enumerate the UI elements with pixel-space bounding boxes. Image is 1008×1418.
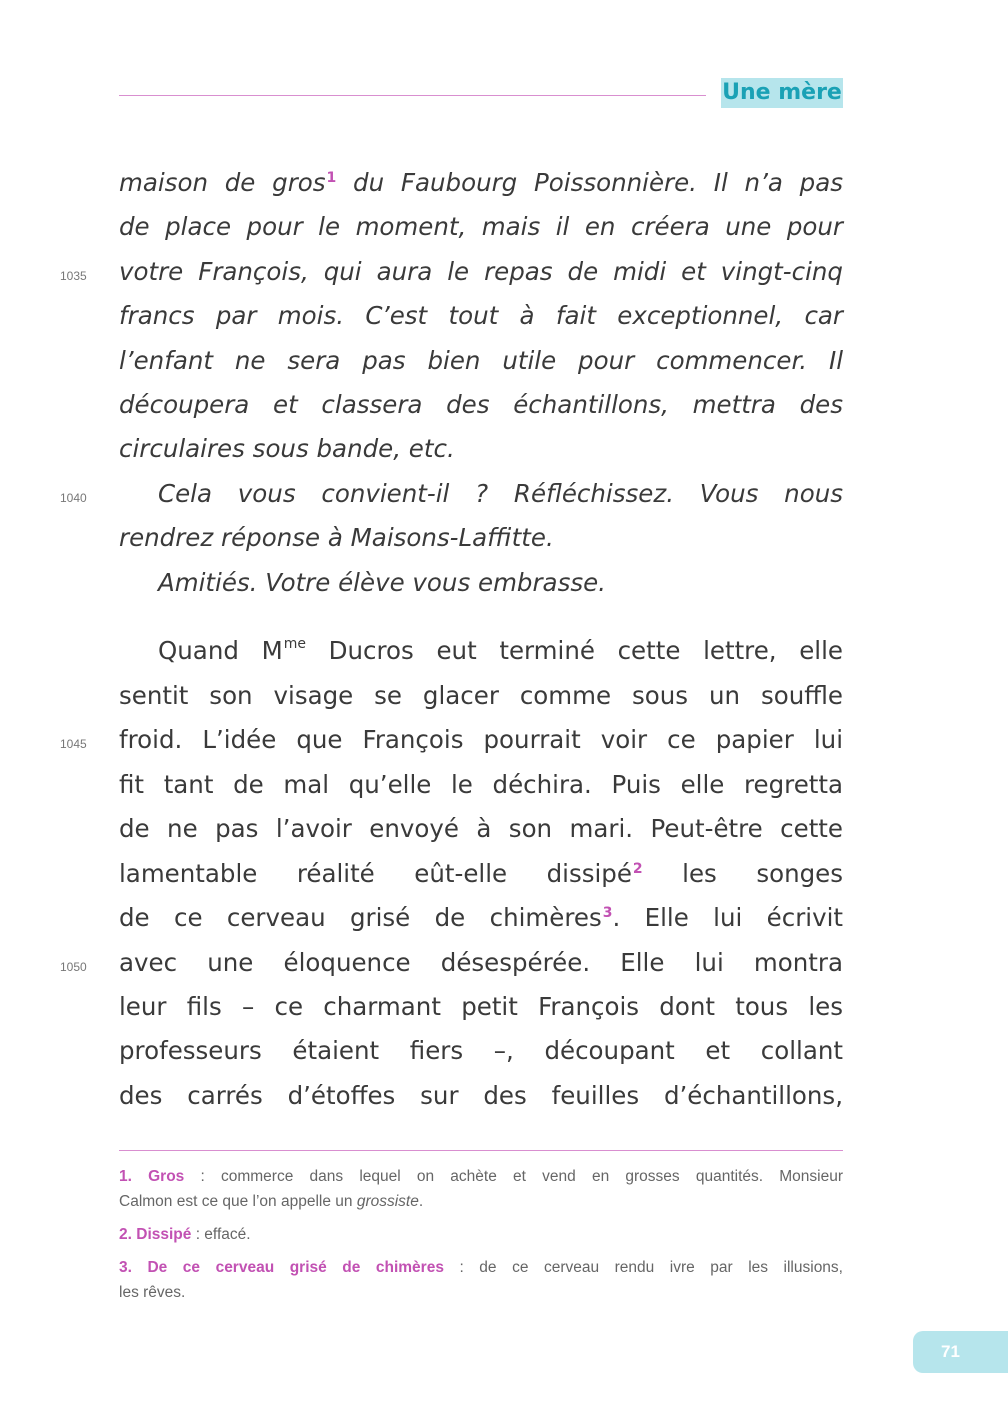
line-number: 1050 [60,960,87,974]
footnote-line [119,1222,843,1247]
text-line: de ne pas l’avoir envoyé à son mari. Peut-être cette [119,814,843,843]
footnote-emphasis: grossiste [356,1193,419,1210]
footnote-text: : de ce cerveau rendu ivre par les illusions, [443,1259,843,1276]
text-line: de place pour le moment, mais il en créera une pour [119,212,843,241]
text-line [119,896,843,940]
chapter-title: Une mère [721,78,843,108]
footnote-rule [119,1150,843,1151]
footnote-number: 1. [119,1168,132,1185]
text-segment: Ducros eut terminé cette lettre, elle [305,636,843,665]
text-line: circulaires sous bande, etc. [119,434,455,463]
text-line: froid. L’idée que François pourrait voir ce papier lui [119,725,843,754]
page-number-tab [913,1331,1008,1373]
text-segment: lamentable réalité eût-elle dissipé [119,859,632,888]
text-line: des carrés d’étoffes sur des feuilles d’échantillons, [119,1081,843,1110]
text-line [119,852,843,896]
superscript: me [283,636,306,652]
text-line: fit tant de mal qu’elle le déchira. Puis elle regretta [119,770,843,799]
text-segment: de ce cerveau grisé de chimères [119,903,602,932]
text-line: Amitiés. Votre élève vous embrasse. [158,568,606,597]
text-line [119,161,843,205]
footnote-line [119,1189,843,1214]
text-line: votre François, qui aura le repas de midi et vingt-cinq [119,257,843,286]
footnote-term: De ce cerveau grisé de chimères [147,1259,444,1276]
footnote-ref[interactable]: 3 [602,905,613,921]
text-segment: Quand M [158,636,283,665]
footnote-line [119,1164,843,1189]
text-line: sentit son visage se glacer comme sous un souffle [119,681,843,710]
footnote-text: : commerce dans lequel on achète et vend en grosses quantités. Monsieur [184,1168,843,1185]
footnote-3 [119,1255,843,1305]
footnote-line: les rêves. [119,1284,186,1301]
text-line [158,629,843,673]
line-number: 1040 [60,491,87,505]
footnote-2 [119,1222,843,1247]
footnote-number: 3. [119,1259,132,1276]
footnote-line [119,1255,843,1280]
footnote-term: Dissipé [136,1226,192,1243]
text-segment: du Faubourg Poissonnière. Il n’a pas [336,168,843,197]
footnote-term: Gros [148,1168,185,1185]
text-line: leur fils – ce charmant petit François dont tous les [119,992,843,1021]
text-segment: . Elle lui écrivit [612,903,843,932]
header-rule [119,95,706,96]
text-line: découpera et classera des échantillons, mettra des [119,390,843,419]
line-number: 1035 [60,269,87,283]
page-number: 71 [941,1342,960,1361]
footnote-number: 2. [119,1226,132,1243]
footnote-1 [119,1164,843,1214]
footnote-ref[interactable]: 1 [326,170,337,186]
text-segment: maison de gros [119,168,326,197]
text-line: l’enfant ne sera pas bien utile pour commencer. Il [119,346,843,375]
text-line: rendrez réponse à Maisons-Laffitte. [119,523,554,552]
text-line: Cela vous convient-il ? Réfléchissez. Vous nous [158,479,843,508]
text-line: francs par mois. C’est tout à fait exceptionnel, car [119,301,843,330]
footnote-text: Calmon est ce que l’on appelle un [119,1193,357,1210]
footnote-text: . [418,1193,424,1210]
text-segment: les songes [642,859,843,888]
text-line: professeurs étaient fiers –, découpant et collant [119,1036,843,1065]
footnote-text: : effacé. [191,1226,251,1243]
line-number: 1045 [60,737,87,751]
text-line: avec une éloquence désespérée. Elle lui montra [119,948,843,977]
footnote-ref[interactable]: 2 [632,861,643,877]
